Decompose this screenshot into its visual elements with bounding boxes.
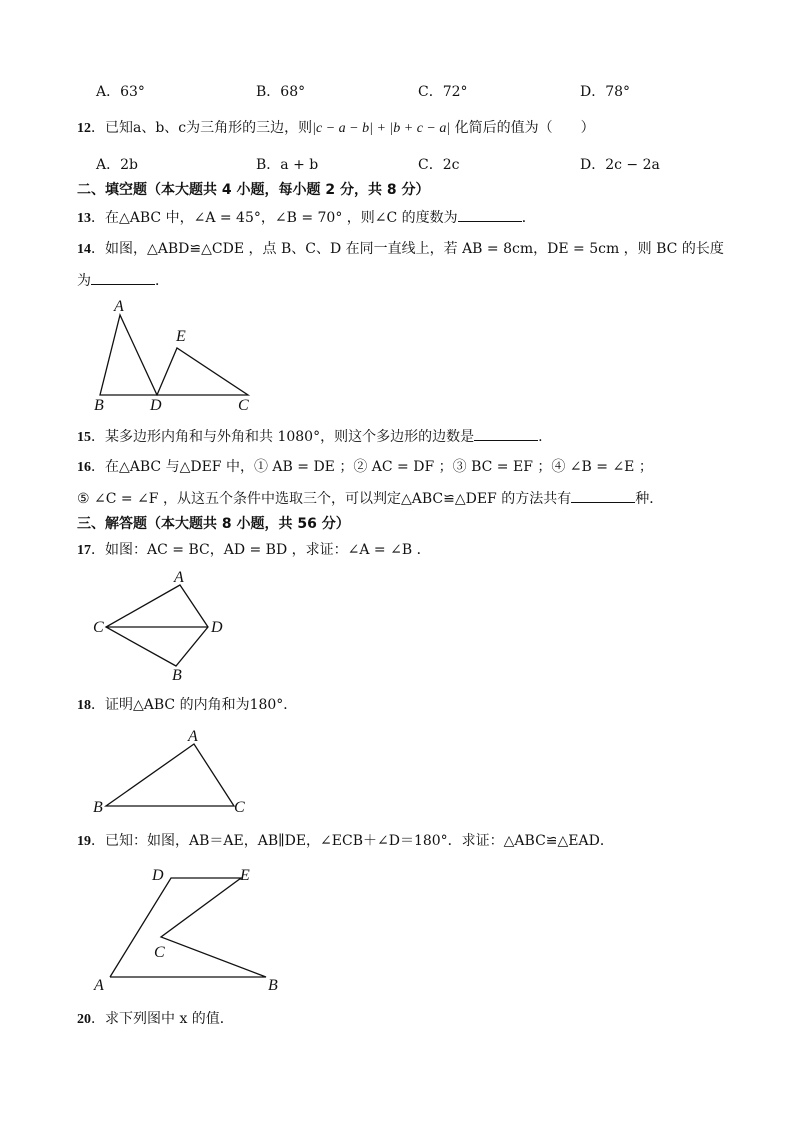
question-number: 15 bbox=[77, 430, 91, 445]
label-d: D bbox=[211, 619, 223, 636]
section-2-heading: 二、填空题（本大题共 4 小题，每小题 2 分，共 8 分） bbox=[77, 182, 430, 198]
question-17 bbox=[77, 541, 431, 560]
path-a-d-e-c-b-a bbox=[110, 878, 266, 977]
label-b: B bbox=[268, 977, 278, 994]
question-text: ．求下列图中 x 的值． bbox=[91, 1011, 234, 1027]
label-b: B bbox=[93, 799, 103, 816]
question-19 bbox=[77, 832, 614, 851]
question-20 bbox=[77, 1010, 234, 1029]
figure-17 bbox=[88, 566, 238, 686]
label-a: A bbox=[114, 298, 124, 315]
question-text: ⑤ ∠C = ∠F ，从这五个条件中选取三个，可以判定△ABC≌△DEF 的方法共有 bbox=[77, 491, 572, 507]
q11-option-d: D．78° bbox=[580, 84, 631, 100]
question-number: 17 bbox=[77, 543, 91, 558]
q12-option-b: B．a + b bbox=[256, 157, 319, 173]
question-text-tail: 化简后的值为（ ） bbox=[450, 120, 595, 136]
label-d: D bbox=[150, 397, 162, 414]
label-e: E bbox=[176, 328, 186, 345]
question-text: ．证明△ABC 的内角和为180°． bbox=[91, 697, 298, 713]
triangle-abc bbox=[106, 744, 234, 806]
question-text: ．已知a、b、c为三角形的三边，则 bbox=[91, 120, 313, 136]
q12-option-d: D．2c − 2a bbox=[580, 157, 660, 173]
q11-option-a: A．63° bbox=[96, 84, 145, 100]
figure-18 bbox=[88, 724, 258, 824]
question-14-line-2 bbox=[77, 270, 169, 290]
question-end: . bbox=[538, 429, 543, 445]
question-end: ． bbox=[155, 273, 169, 289]
question-12 bbox=[77, 119, 595, 138]
label-a: A bbox=[174, 569, 184, 586]
question-number: 18 bbox=[77, 698, 91, 713]
question-18 bbox=[77, 696, 297, 715]
answer-blank[interactable] bbox=[91, 270, 155, 285]
question-text: ．在△ABC 与△DEF 中，① AB = DE ；② AC = DF ；③ BC = EF ；④ ∠B = ∠E ； bbox=[91, 459, 653, 475]
answer-blank[interactable] bbox=[474, 426, 538, 441]
q12-option-a: A．2b bbox=[96, 157, 138, 173]
label-c: C bbox=[238, 397, 249, 414]
question-end: 种． bbox=[635, 491, 664, 507]
question-text: ．如图，△ABD≌△CDE ，点 B、C、D 在同一直线上，若 AB = 8cm，DE = 5cm ，则 BC 的长度 bbox=[91, 241, 724, 257]
label-b: B bbox=[94, 397, 104, 414]
label-b: B bbox=[172, 667, 182, 684]
question-end: ． bbox=[521, 210, 536, 226]
question-number: 14 bbox=[77, 242, 91, 257]
q11-option-c: C．72° bbox=[418, 84, 468, 100]
question-16 bbox=[77, 458, 653, 477]
question-14 bbox=[77, 240, 724, 259]
figure-19 bbox=[88, 860, 298, 996]
question-text: ．在△ABC 中，∠A = 45°，∠B = 70° ，则∠C 的度数为 bbox=[91, 210, 458, 226]
question-text: ．如图：AC = BC，AD = BD ，求证：∠A = ∠B ． bbox=[91, 542, 431, 558]
triangle-abd bbox=[100, 315, 157, 395]
question-number: 20 bbox=[77, 1012, 91, 1027]
question-16-line-2 bbox=[77, 488, 663, 508]
question-text: ．某多边形内角和与外角和共 1080°，则这个多边形的边数是 bbox=[91, 429, 475, 445]
label-c: C bbox=[234, 799, 245, 816]
label-c: C bbox=[154, 944, 165, 961]
label-a: A bbox=[188, 728, 198, 745]
quadrilateral-acbd bbox=[106, 585, 208, 666]
question-text: 为 bbox=[77, 273, 91, 289]
q12-option-c: C．2c bbox=[418, 157, 460, 173]
figure-14 bbox=[80, 296, 280, 416]
q11-option-b: B．68° bbox=[256, 84, 306, 100]
math-expression: |c − a − b| + |b + c − a| bbox=[312, 121, 451, 136]
label-e: E bbox=[240, 867, 250, 884]
label-c: C bbox=[93, 619, 104, 636]
question-text: ．已知：如图，AB＝AE，AB∥DE，∠ECB＋∠D＝180°．求证：△ABC≌△EAD． bbox=[91, 833, 614, 849]
question-number: 16 bbox=[77, 460, 91, 475]
label-a: A bbox=[94, 977, 104, 994]
question-number: 13 bbox=[77, 211, 91, 226]
label-d: D bbox=[152, 867, 164, 884]
section-3-heading: 三、解答题（本大题共 8 小题，共 56 分） bbox=[77, 516, 350, 532]
triangle-dec bbox=[157, 348, 248, 395]
question-13 bbox=[77, 207, 536, 228]
question-15 bbox=[77, 426, 543, 447]
question-number: 19 bbox=[77, 834, 91, 849]
question-number: 12 bbox=[77, 121, 91, 136]
answer-blank[interactable] bbox=[458, 207, 522, 222]
answer-blank[interactable] bbox=[571, 488, 635, 503]
